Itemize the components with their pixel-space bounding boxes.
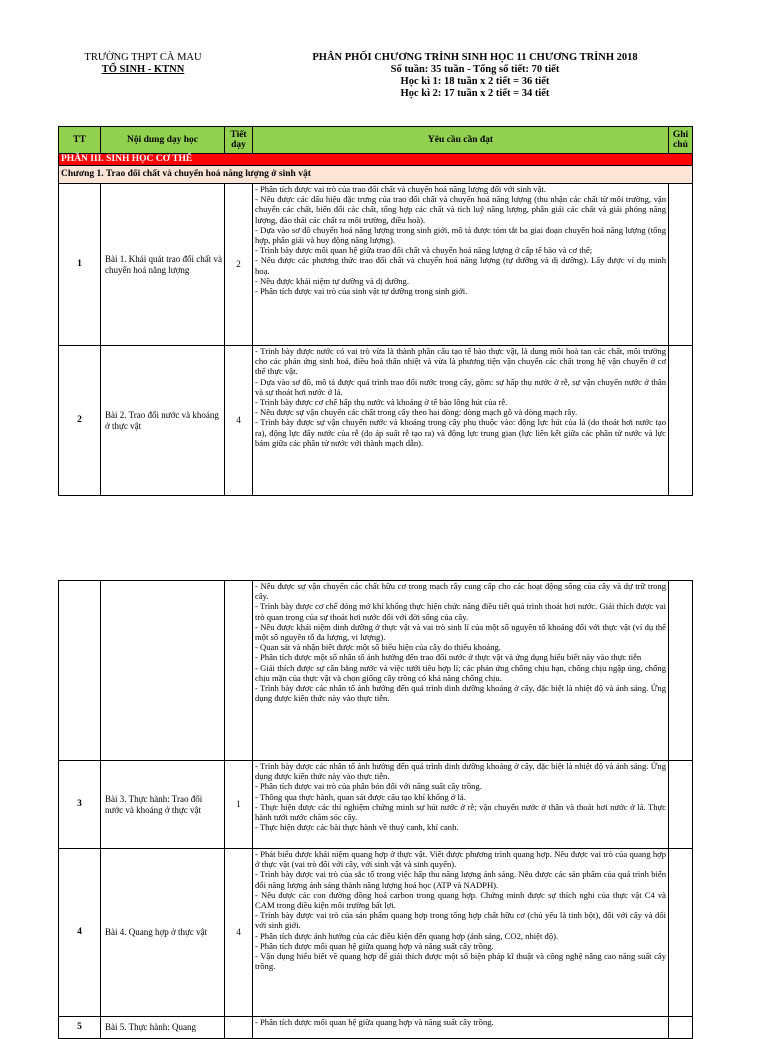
requirement-item: - Nêu được khái niệm dinh dưỡng ở thực vật và vai trò sinh lí của một số nguyên tố khoáng đối với thực vật (ví dụ thể một số nguyên tố đa lượng, vi lượng). xyxy=(255,621,666,643)
table-row xyxy=(59,346,693,496)
curriculum-table-page-1 xyxy=(58,126,693,496)
semester-1-info: Học kì 1: 18 tuần x 2 tiết = 36 tiết xyxy=(400,76,550,87)
lesson-title: Bài 4. Quang hợp ở thực vật xyxy=(101,849,225,1017)
chapter-title: Chương 1. Trao đổi chất và chuyển hoá năng lượng ở sinh vật xyxy=(59,166,693,184)
requirement-item: - Nêu được sự vận chuyển các chất hữu cơ trong mạch rây cung cấp cho các hoạt động sống của cây và dự trữ trong cây. xyxy=(255,581,666,602)
period-count: 1 xyxy=(225,761,253,849)
requirements-cell xyxy=(253,849,669,1017)
requirement-item: - Quan sát và nhận biết được một số biểu hiện của cây do thiếu khoáng. xyxy=(255,642,501,653)
notes-cell xyxy=(669,581,693,761)
school-name: TRƯỜNG THPT CÀ MAU xyxy=(84,52,202,63)
row-number: 3 xyxy=(59,761,101,849)
department-name: TỔ SINH - KTNN xyxy=(101,64,185,75)
requirement-item: - Thông qua thực hành, quan sát được cấu tạo khí khổng ở lá. xyxy=(255,791,466,802)
requirements-cell xyxy=(253,346,669,496)
requirement-item: - Trình bày được vai trò của sản phẩm quang hợp trong tổng hợp chất hữu cơ (chủ yếu là tinh bột), đối với cây và đối với sinh giới. xyxy=(255,910,666,931)
requirement-item: - Trình bày được các nhân tố ảnh hưởng đến quá trình dinh dưỡng khoáng ở cây, đặc biệt là nhiệt độ và ánh sáng. Ứng dụng được kiến thức này vào thực tiễn. xyxy=(255,683,666,704)
table-row xyxy=(59,761,693,849)
header-content: Nội dung dạy học xyxy=(101,127,225,154)
requirement-item: - Trình bày được các nhân tố ảnh hưởng đến quá trình dinh dưỡng khoáng ở cây, đặc biệt là nhiệt độ và ánh sáng. Ứng dụng được kiến thức này vào thực tiễn. xyxy=(255,761,666,782)
curriculum-table-page-2 xyxy=(58,580,693,1039)
requirement-item: - Nêu được các phương thức trao đổi chất và chuyển hoá năng lượng (tự dưỡng và dị dưỡng). Lấy được ví dụ minh hoạ. xyxy=(255,255,666,276)
period-count: 4 xyxy=(225,346,253,496)
lesson-title: Bài 5. Thực hành: Quang xyxy=(101,1017,225,1039)
requirement-item: - Phân tích được một số nhân tố ảnh hưởng đến trao đổi nước ở thực vật và ứng dụng hiểu biết này vào thực tiễn xyxy=(255,652,642,663)
table-row xyxy=(59,849,693,1017)
header-tt: TT xyxy=(59,127,101,154)
table-header-row xyxy=(59,127,693,154)
requirement-item: - Vận dụng hiểu biết về quang hợp để giải thích được một số biện pháp kĩ thuật và công nghệ nâng cao năng suất cây trồng. xyxy=(255,951,666,972)
requirement-item: - Trình bày được vai trò của sắc tố trong việc hấp thu năng lượng ánh sáng. Nêu được các sản phẩm của quá trình biến đổi năng lượng ánh sáng thành năng lượng hoá học (ATP và NADPH). xyxy=(255,869,666,890)
requirements-cell xyxy=(253,581,669,761)
period-count: 4 xyxy=(225,849,253,1017)
table-row xyxy=(59,1017,693,1039)
requirement-item: - Phân tích được mối quan hệ giữa quang hợp và năng suất cây trồng. xyxy=(255,940,494,951)
requirement-item: - Phân tích được vai trò của sinh vật tự dưỡng trong sinh giới. xyxy=(255,286,468,297)
period-count: 2 xyxy=(225,184,253,346)
notes-cell xyxy=(669,849,693,1017)
lesson-title: Bài 3. Thực hành: Trao đổi nước và khoáng ở thực vật xyxy=(101,761,225,849)
requirement-item: - Nêu được các dấu hiệu đặc trưng của trao đổi chất và chuyển hoá năng lượng (thu nhận các chất từ môi trường, vận chuyển các chất, biến đổi các chất, tổng hợp các chất và tích luỹ năng lượng, phân giải các chất và giải phóng năng lượng, đào thải các chất ra môi trường, điều hoà). xyxy=(255,194,666,225)
requirement-item: - Thực hiện được các thí nghiệm chứng minh sự hút nước ở rễ; vận chuyển nước ở thân và thoát hơi nước ở lá. Thực hành tưới nước chăm sóc cây. xyxy=(255,801,666,823)
notes-cell xyxy=(669,761,693,849)
requirement-item: - Nêu được khái niệm tự dưỡng và dị dưỡng. xyxy=(255,275,409,286)
lesson-title xyxy=(101,581,225,761)
requirement-item: - Dựa vào sơ đồ chuyển hoá năng lượng trong sinh giới, mô tả được tóm tắt ba giai đoạn chuyển hoá năng lượng (tổng hợp, phân giải và huy động năng lượng). xyxy=(255,224,666,246)
requirement-item: - Dựa vào sơ đồ, mô tả được quá trình trao đổi nước trong cây, gồm: sự hấp thụ nước ở rễ, sự vận chuyển nước ở thân và sự thoát hơi nước ở lá. xyxy=(255,376,666,397)
part-row xyxy=(59,154,693,166)
requirement-item: - Phân tích được mối quan hệ giữa quang hợp và năng suất cây trồng. xyxy=(255,1017,494,1027)
period-count xyxy=(225,1017,253,1039)
requirement-item: - Trình bày được mối quan hệ giữa trao đổi chất và chuyển hoá năng lượng ở cấp tế bào và cơ thể; xyxy=(255,245,593,256)
document-title: PHÂN PHỐI CHƯƠNG TRÌNH SINH HỌC 11 CHƯƠNG TRÌNH 2018 xyxy=(312,52,638,63)
row-number: 5 xyxy=(59,1017,101,1039)
header-periods: Tiết dạy xyxy=(225,127,253,154)
requirement-item: - Phân tích được vai trò của trao đổi chất và chuyển hoá năng lượng đối với sinh vật. xyxy=(255,184,546,194)
requirement-item: - Trình bày được nước có vai trò vừa là thành phần cấu tạo tế bào thực vật, là dung môi hoà tan các chất, môi trường cho các phản ứng sinh hoá, điều hoà thân nhiệt và vừa là phương tiện vận chuyển các chất trong hệ vận chuyển ở cơ thể thực vật. xyxy=(255,346,666,377)
row-number xyxy=(59,581,101,761)
requirement-item: - Nêu được sự vận chuyển các chất trong cây theo hai dòng: dòng mạch gỗ và dòng mạch rây. xyxy=(255,407,578,418)
table-row xyxy=(59,184,693,346)
requirement-item: - Trình bày được cơ chế đóng mở khí khổng thực hiện chức năng điều tiết quá trình thoát hơi nước. Giải thích được vai trò quan trọng của sự thoát hơi nước đối với đời sống của cây. xyxy=(255,601,666,622)
lesson-title: Bài 2. Trao đổi nước và khoáng ở thực vật xyxy=(101,346,225,496)
header-notes: Ghi chú xyxy=(669,127,693,154)
requirement-item: - Trình bày được sự vận chuyển nước và khoáng trong cây phụ thuộc vào: động lực hút của lá (do thoát hơi nước tạo ra), động lực đẩy nước của rễ (do áp suất rễ tạo ra) và động lực trung gian (lực liên kết giữa các phân tử nước và lực bám giữa các phân tử nước với thành mạch dẫn). xyxy=(255,417,666,448)
notes-cell xyxy=(669,1017,693,1039)
row-number: 2 xyxy=(59,346,101,496)
lesson-title: Bài 1. Khái quát trao đổi chất và chuyển hoá năng lượng xyxy=(101,184,225,346)
weeks-info: Số tuần: 35 tuần - Tổng số tiết: 70 tiết xyxy=(390,64,560,75)
row-number: 1 xyxy=(59,184,101,346)
notes-cell xyxy=(669,346,693,496)
period-count xyxy=(225,581,253,761)
chapter-row xyxy=(59,166,693,184)
semester-2-info: Học kì 2: 17 tuần x 2 tiết = 34 tiết xyxy=(400,88,550,99)
requirement-item: - Thực hiện được các bài thực hành về thuỷ canh, khí canh. xyxy=(255,822,459,833)
requirement-item: - Nêu được các con đường đồng hoá carbon trong quang hợp. Chứng minh được sự thích nghi của thực vật C4 và CAM trong điều kiện môi trường bất lợi. xyxy=(255,889,666,911)
header-requirements: Yêu cầu cần đạt xyxy=(253,127,669,154)
requirement-item: - Phát biểu được khái niệm quang hợp ở thực vật. Viết được phương trình quang hợp. Nêu được vai trò của quang hợp ở thực vật (vai trò đối với cây, với sinh vật và sinh quyển). xyxy=(255,849,666,870)
requirements-cell xyxy=(253,1017,669,1039)
notes-cell xyxy=(669,184,693,346)
part-title: PHẦN III. SINH HỌC CƠ THỂ xyxy=(59,154,693,166)
table-row xyxy=(59,581,693,761)
row-number: 4 xyxy=(59,849,101,1017)
requirement-item: - Phân tích được vai trò của phân bón đối với năng suất cây trồng. xyxy=(255,781,482,792)
requirement-item: - Phân tích được ảnh hưởng của các điều kiện đến quang hợp (ánh sáng, CO2, nhiệt độ). xyxy=(255,930,559,941)
requirements-cell xyxy=(253,184,669,346)
requirements-cell xyxy=(253,761,669,849)
requirement-item: - Giải thích được sự cân bằng nước và việc tưới tiêu hợp lí; các phản ứng chống chịu hạn, chống chịu ngập úng, chống chịu mặn của thực vật và chọn giống cây trồng có khả năng chống chịu. xyxy=(255,662,666,683)
document-title-block xyxy=(285,52,665,100)
school-header xyxy=(78,52,208,76)
requirement-item: - Trình bày được cơ chế hấp thụ nước và khoáng ở tế bào lông hút của rễ. xyxy=(255,397,508,408)
